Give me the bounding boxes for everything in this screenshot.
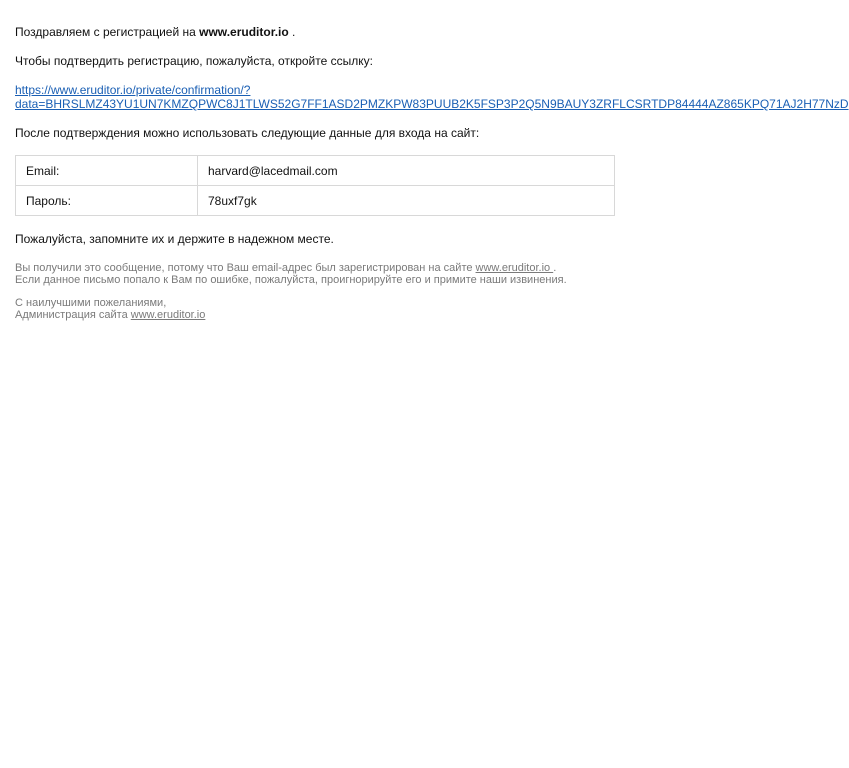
- remember-note: Пожалуйста, запомните их и держите в надежном месте.: [15, 232, 334, 246]
- greeting-site-name: www.eruditor.io: [199, 25, 289, 39]
- footer-regards: С наилучшими пожеланиями,: [15, 297, 167, 309]
- credentials-table: [15, 155, 615, 216]
- footer-notice: [15, 262, 849, 286]
- password-value: 78uxf7gk: [198, 186, 615, 216]
- table-row: [16, 156, 615, 186]
- after-confirm-text: После подтверждения можно использовать следующие данные для входа на сайт:: [15, 126, 480, 140]
- greeting-line: [15, 25, 849, 39]
- confirm-instruction: Чтобы подтвердить регистрацию, пожалуйста, откройте ссылку:: [15, 54, 373, 68]
- footer-notice-prefix: Вы получили это сообщение, потому что Ваш email-адрес был зарегистрирован на сайте: [15, 262, 476, 274]
- footer-site-link[interactable]: www.eruditor.io: [475, 262, 554, 274]
- footer-signature: [15, 297, 849, 321]
- email-body: [15, 25, 849, 321]
- footer-notice-suffix: .: [553, 262, 557, 274]
- footer-admin-link[interactable]: www.eruditor.io: [130, 309, 206, 321]
- password-label: Пароль:: [16, 186, 198, 216]
- confirmation-link[interactable]: https://www.eruditor.io/private/confirmation/? data=BHRSLMZ43YU1UN7KMZQPWC8J1TLWS52G7FF1ASD2PMZKPW83PUUB2K5FSP3P2Q5N9BAUY3ZRFLCSRTDP84444AZ865KPQ71AJ2H77NzD: [15, 83, 849, 111]
- footer-notice-line2: Если данное письмо попало к Вам по ошибке, пожалуйста, проигнорируйте его и примите наши извинения.: [15, 274, 567, 286]
- footer: [15, 262, 849, 321]
- table-row: [16, 186, 615, 216]
- footer-admin-prefix: Администрация сайта: [15, 309, 131, 321]
- confirmation-link-paragraph: [15, 83, 849, 111]
- greeting-suffix: .: [288, 25, 296, 39]
- greeting-prefix: Поздравляем с регистрацией на: [15, 25, 200, 39]
- email-label: Email:: [16, 156, 198, 186]
- email-value: harvard@lacedmail.com: [198, 156, 615, 186]
